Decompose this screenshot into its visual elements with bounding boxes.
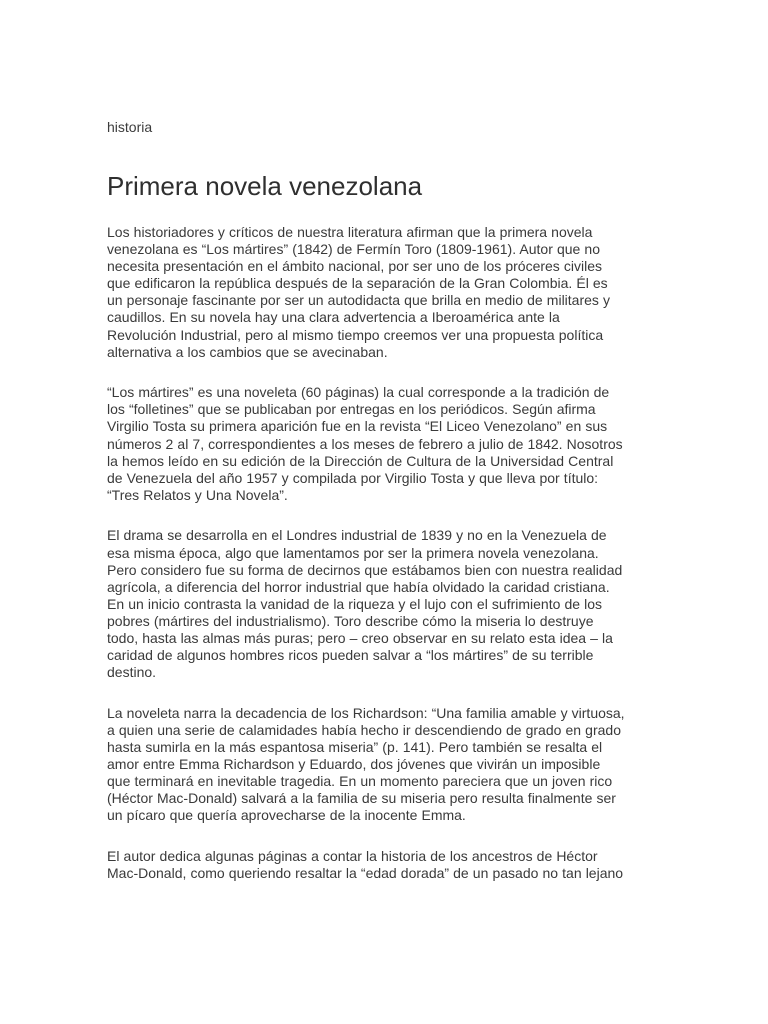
text-line: “Tres Relatos y Una Novela”. — [107, 486, 288, 503]
text-line: que edificaron la república después de la separación de la Gran Colombia. Él es — [107, 275, 608, 292]
text-line: El drama se desarrolla en el Londres industrial de 1839 y no en la Venezuela de — [107, 527, 607, 544]
text-line: a quien una serie de calamidades había hecho ir descendiendo de grado en grado — [107, 721, 621, 738]
text-line: amor entre Emma Richardson y Eduardo, dos jóvenes que vivirán un imposible — [107, 756, 601, 773]
text-line: alternativa a los cambios que se avecinaban. — [107, 343, 388, 360]
text-line: venezolana es “Los mártires” (1842) de Fermín Toro (1809-1961). Autor que no — [107, 241, 600, 258]
text-line: esa misma época, algo que lamentamos por ser la primera novela venezolana. — [107, 544, 599, 561]
text-line: que terminará en inevitable tragedia. En un momento pareciera que un joven rico — [107, 773, 613, 790]
text-line: números 2 al 7, correspondientes a los meses de febrero a julio de 1842. Nosotros — [107, 435, 623, 452]
text-line: Virgilio Tosta su primera aparición fue en la revista “El Liceo Venezolano” en sus — [107, 418, 608, 435]
text-line: Revolución Industrial, pero al mismo tiempo creemos ver una propuesta política — [107, 326, 604, 343]
text-line: (Héctor Mac-Donald) salvará a la familia de su miseria pero resulta finalmente ser — [107, 790, 616, 807]
text-line: El autor dedica algunas páginas a contar la historia de los ancestros de Héctor — [107, 847, 598, 864]
text-line: todo, hasta las almas más puras; pero – creo observar en su relato esta idea – la — [107, 629, 613, 646]
text-line: la hemos leído en su edición de la Dirección de Cultura de la Universidad Central — [107, 452, 614, 469]
paragraph-1 — [107, 224, 662, 361]
document-page — [107, 118, 662, 906]
paragraph-3 — [107, 527, 662, 681]
text-line: un pícaro que quería aprovecharse de la inocente Emma. — [107, 807, 466, 824]
category-label[interactable]: historia — [107, 119, 153, 135]
text-line: un personaje fascinante por ser un autodidacta que brilla en medio de militares y — [107, 292, 611, 309]
article-body — [107, 224, 662, 882]
text-line: Pero considero fue su forma de decirnos que estábamos bien con nuestra realidad — [107, 561, 623, 578]
text-line: caudillos. En su novela hay una clara advertencia a Iberoamérica ante la — [107, 309, 560, 326]
paragraph-5 — [107, 848, 662, 882]
text-line: “Los mártires” es una noveleta (60 páginas) la cual corresponde a la tradición de — [107, 384, 610, 401]
page-title: Primera novela venezolana — [107, 171, 423, 201]
text-line: Los historiadores y críticos de nuestra literatura afirman que la primera novela — [107, 224, 593, 240]
text-line: En un inicio contrasta la vanidad de la riqueza y el lujo con el sufrimiento de los — [107, 595, 603, 612]
text-line: Mac-Donald, como queriendo resaltar la “edad dorada” de un pasado no tan lejano — [107, 865, 624, 881]
text-line: destino. — [107, 664, 157, 681]
text-line: hasta sumirla en la más espantosa miseria” (p. 141). Pero también se resalta el — [107, 738, 603, 755]
paragraph-4 — [107, 705, 662, 825]
text-line: pobres (mártires del industrialismo). Toro describe cómo la miseria lo destruye — [107, 612, 594, 629]
text-line: necesita presentación en el ámbito nacional, por ser uno de los próceres civiles — [107, 258, 603, 275]
text-line: de Venezuela del año 1957 y compilada por Virgilio Tosta y que lleva por título: — [107, 469, 599, 486]
text-line: los “folletines” que se publicaban por entregas en los periódicos. Según afirma — [107, 401, 596, 418]
text-line: agrícola, a diferencia del horror industrial que había olvidado la caridad cristiana. — [107, 578, 610, 595]
text-line: La noveleta narra la decadencia de los Richardson: “Una familia amable y virtuosa, — [107, 704, 625, 721]
text-line: caridad de algunos hombres ricos pueden salvar a “los mártires” de su terrible — [107, 647, 594, 664]
paragraph-2 — [107, 384, 662, 504]
